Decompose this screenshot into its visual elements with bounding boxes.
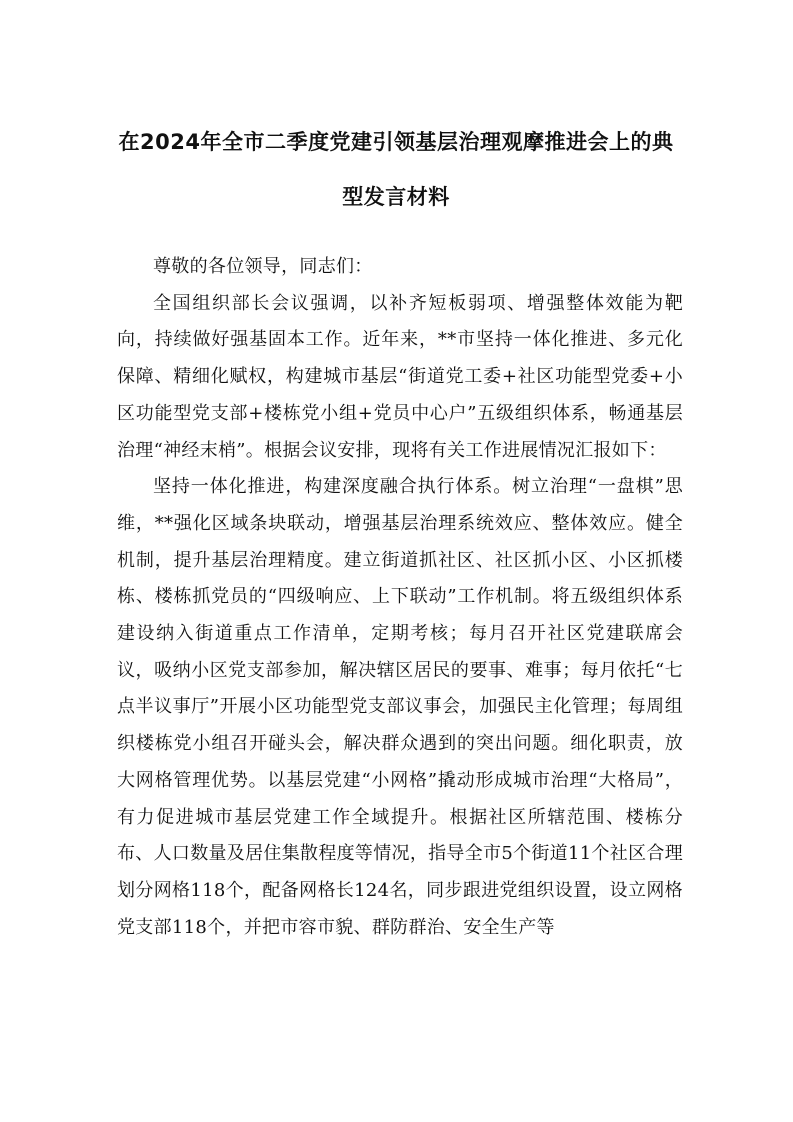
salutation: 尊敬的各位领导，同志们：	[153, 256, 373, 277]
document-title-line-2: 型发言材料	[342, 185, 450, 209]
document-title-line-1: 在2024年全市二季度党建引领基层治理观摩推进会上的典	[118, 130, 674, 154]
paragraph-intro: 全国组织部长会议强调，以补齐短板弱项、增强整体效能为靶向，持续做好强基固本工作。近年来，**市坚持一体化推进、多元化保障、精细化赋权，构建城市基层“街道党工委+社区功能型党委+小区功能型党支部+楼栋党小组+党员中心户”五级组织体系，畅通基层治理“神经末梢”。根据会议安排，现将有关工作进展情况汇报如下：	[117, 292, 683, 461]
document-body	[117, 249, 683, 946]
paragraph-integration: 坚持一体化推进，构建深度融合执行体系。树立治理“一盘棋”思维，**强化区域条块联动，增强基层治理系统效应、整体效应。健全机制，提升基层治理精度。建立街道抓社区、社区抓小区、小区抓楼栋、楼栋抓党员的“四级响应、上下联动”工作机制。将五级组织体系建设纳入街道重点工作清单，定期考核；每月召开社区党建联席会议，吸纳小区党支部参加，解决辖区居民的要事、难事；每月依托“七点半议事厅”开展小区功能型党支部议事会，加强民主化管理；每周组织楼栋党小组召开碰头会，解决群众遇到的突出问题。细化职责，放大网格管理优势。以基层党建“小网格”撬动形成城市治理“大格局”，有力促进城市基层党建工作全域提升。根据社区所辖范围、楼栋分布、人口数量及居住集散程度等情况，指导全市5个街道11个社区合理划分网格118个，配备网格长124名，同步跟进党组织设置，设立网格党支部118个，并把市容市貌、群防群治、安全生产等	[117, 476, 683, 938]
